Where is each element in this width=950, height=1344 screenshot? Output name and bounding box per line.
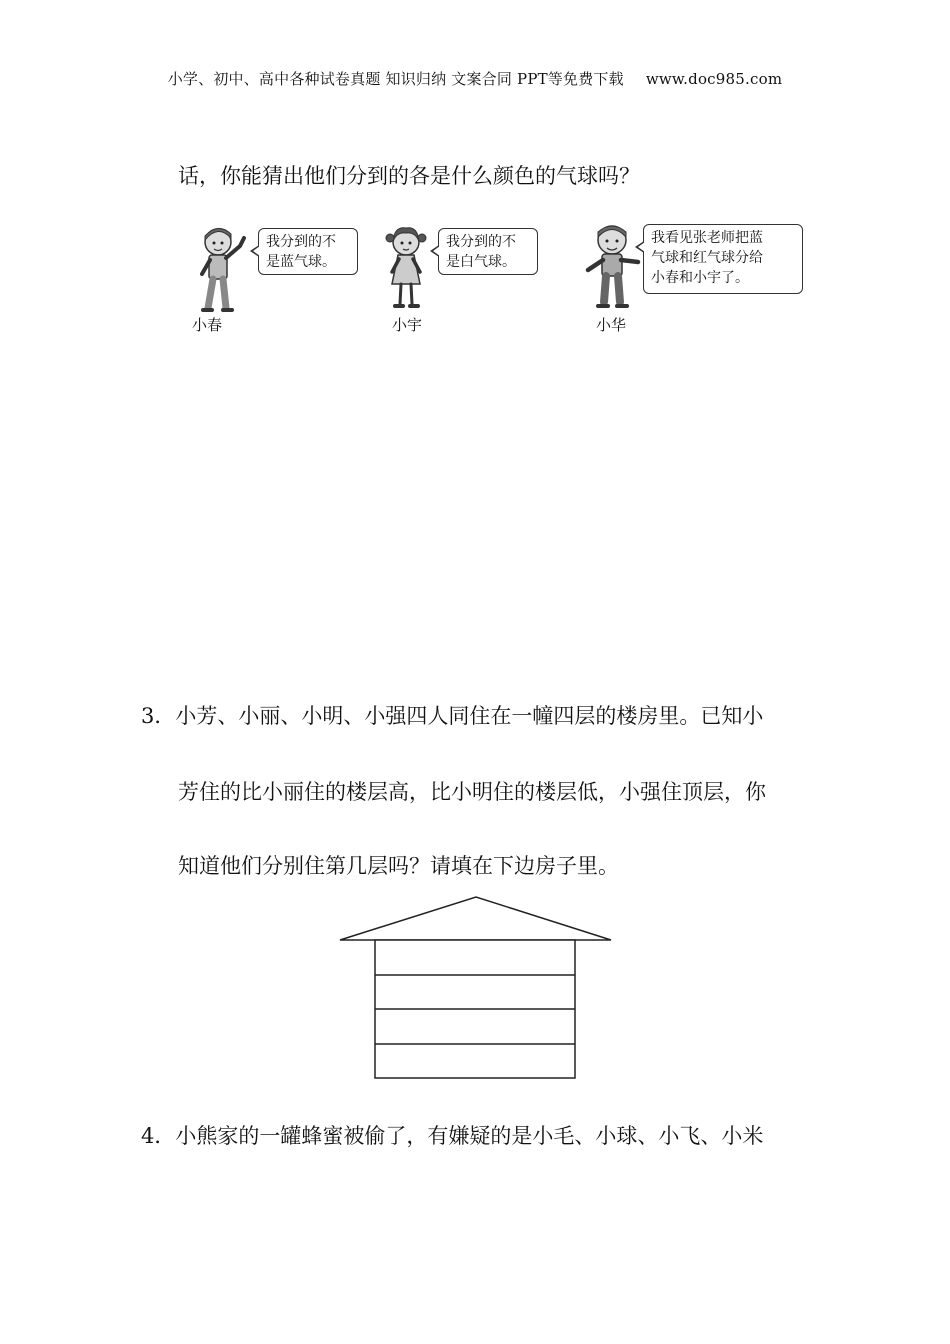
speech-line: 我分到的不 xyxy=(446,234,516,250)
house-diagram xyxy=(330,890,620,1085)
q4-line1 xyxy=(141,1120,763,1150)
boy-figure-icon xyxy=(188,224,252,318)
speech-line: 我看见张老师把蓝 xyxy=(651,230,763,246)
page-header xyxy=(0,68,950,89)
speech-line: 小春和小宇了。 xyxy=(651,270,749,286)
q3-line2: 芳住的比小丽住的楼层高，比小明住的楼层低，小强住顶层，你 xyxy=(178,780,766,804)
speech-line: 气球和红气球分给 xyxy=(651,250,763,266)
q4-number: 4． xyxy=(141,1124,176,1148)
speech-bubble xyxy=(258,228,358,275)
q3-text: 小芳、小丽、小明、小强四人同住在一幢四层的楼房里。已知小 xyxy=(175,704,764,728)
speech-line: 我分到的不 xyxy=(266,234,336,250)
q3-line3: 知道他们分别住第几层吗？请填在下边房子里。 xyxy=(178,854,619,878)
q2-line: 话，你能猜出他们分到的各是什么颜色的气球吗？ xyxy=(178,164,640,188)
speech-line: 是蓝气球。 xyxy=(266,254,336,270)
boy-figure-icon xyxy=(578,222,648,314)
kid-name: 小华 xyxy=(596,316,627,334)
q4-text: 小熊家的一罐蜂蜜被偷了，有嫌疑的是小毛、小球、小飞、小米 xyxy=(175,1124,764,1148)
header-text: 小学、初中、高中各种试卷真题 知识归纳 文案合同 PPT等免费下载 xyxy=(167,70,624,88)
q3-number: 3． xyxy=(141,704,176,728)
kid-name: 小宇 xyxy=(392,316,423,334)
q2-illustration xyxy=(170,218,830,338)
house-roof xyxy=(340,897,611,940)
girl-figure-icon xyxy=(376,224,436,314)
kid-name: 小春 xyxy=(192,316,223,334)
speech-bubble xyxy=(643,224,803,294)
speech-bubble xyxy=(438,228,538,275)
speech-line: 是白气球。 xyxy=(446,254,516,270)
q3-line1 xyxy=(141,700,763,730)
header-site: www.doc985.com xyxy=(645,70,783,88)
